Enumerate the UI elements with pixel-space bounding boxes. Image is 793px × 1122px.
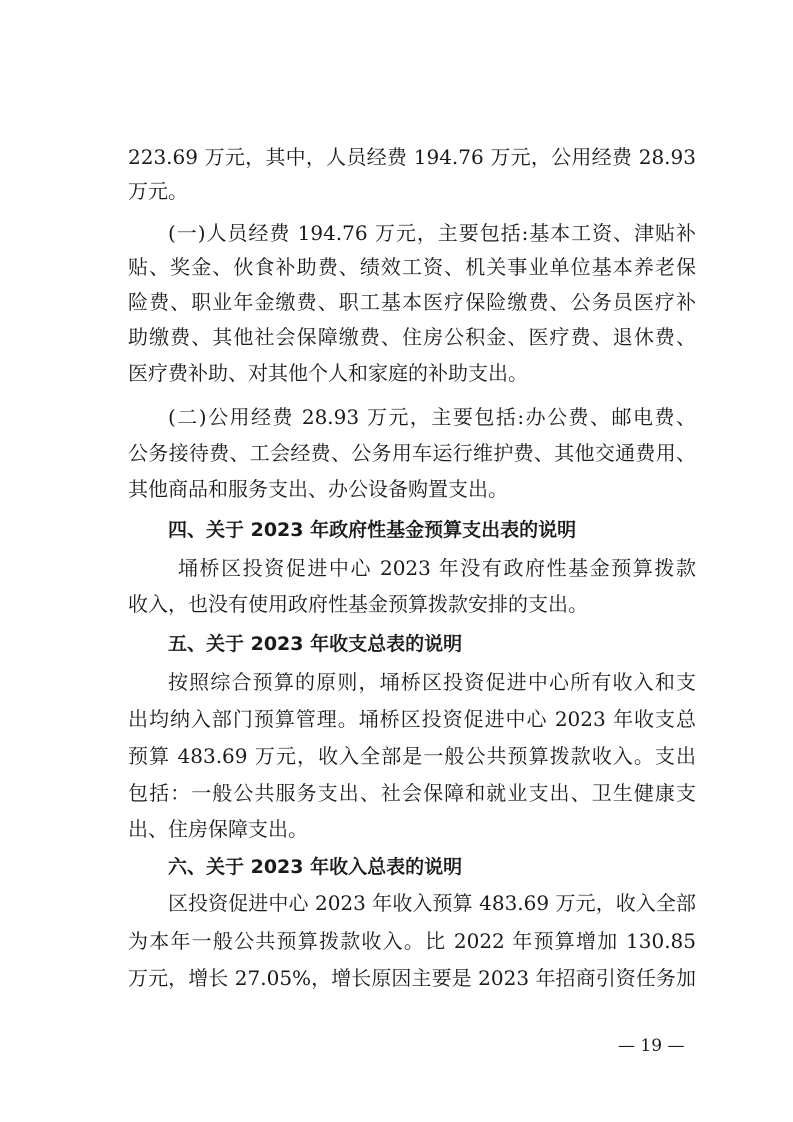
paragraph-line: 包括：一般公共服务支出、社会保障和就业支出、卫生健康支	[128, 781, 696, 805]
paragraph-line: 万元，增长 27.05%，增长原因主要是 2023 年招商引资任务加	[128, 966, 696, 990]
paragraph-line: 医疗费补助、对其他个人和家庭的补助支出。	[128, 361, 528, 385]
paragraph-line: 险费、职业年金缴费、职工基本医疗保险缴费、公务员医疗补	[128, 290, 696, 314]
paragraph-line: 出均纳入部门预算管理。埇桥区投资促进中心 2023 年收支总	[128, 707, 696, 731]
paragraph-line: 223.69 万元，其中，人员经费 194.76 万元，公用经费 28.93	[128, 145, 696, 169]
paragraph-line: 为本年一般公共预算拨款收入。比 2022 年预算增加 130.85	[128, 929, 696, 953]
paragraph-line: 助缴费、其他社会保障缴费、住房公积金、医疗费、退休费、	[128, 325, 696, 349]
page-number: — 19 —	[618, 1036, 685, 1056]
paragraph-line: 公务接待费、工会经费、公务用车运行维护费、其他交通费用、	[128, 441, 696, 465]
section-heading: 六、关于 2023 年收入总表的说明	[168, 856, 463, 878]
paragraph-line: 收入，也没有使用政府性基金预算拨款安排的支出。	[128, 592, 588, 616]
paragraph-line: 预算 483.69 万元，收入全部是一般公共预算拨款收入。支出	[128, 744, 696, 768]
paragraph-line: 出、住房保障支出。	[128, 817, 308, 841]
paragraph-line: 埇桥区投资促进中心 2023 年没有政府性基金预算拨款	[178, 556, 696, 580]
paragraph-line: 贴、奖金、伙食补助费、绩效工资、机关事业单位基本养老保	[128, 255, 696, 279]
paragraph-line: 万元。	[128, 179, 188, 203]
paragraph-line: 其他商品和服务支出、办公设备购置支出。	[128, 477, 508, 501]
paragraph-line: (二)公用经费 28.93 万元，主要包括:办公费、邮电费、	[168, 405, 696, 429]
paragraph-line: 区投资促进中心 2023 年收入预算 483.69 万元，收入全部	[168, 891, 696, 915]
paragraph-line: (一)人员经费 194.76 万元，主要包括:基本工资、津贴补	[168, 221, 696, 245]
section-heading: 四、关于 2023 年政府性基金预算支出表的说明	[168, 519, 577, 541]
section-heading: 五、关于 2023 年收支总表的说明	[168, 633, 463, 655]
paragraph-line: 按照综合预算的原则，埇桥区投资促进中心所有收入和支	[168, 670, 696, 694]
